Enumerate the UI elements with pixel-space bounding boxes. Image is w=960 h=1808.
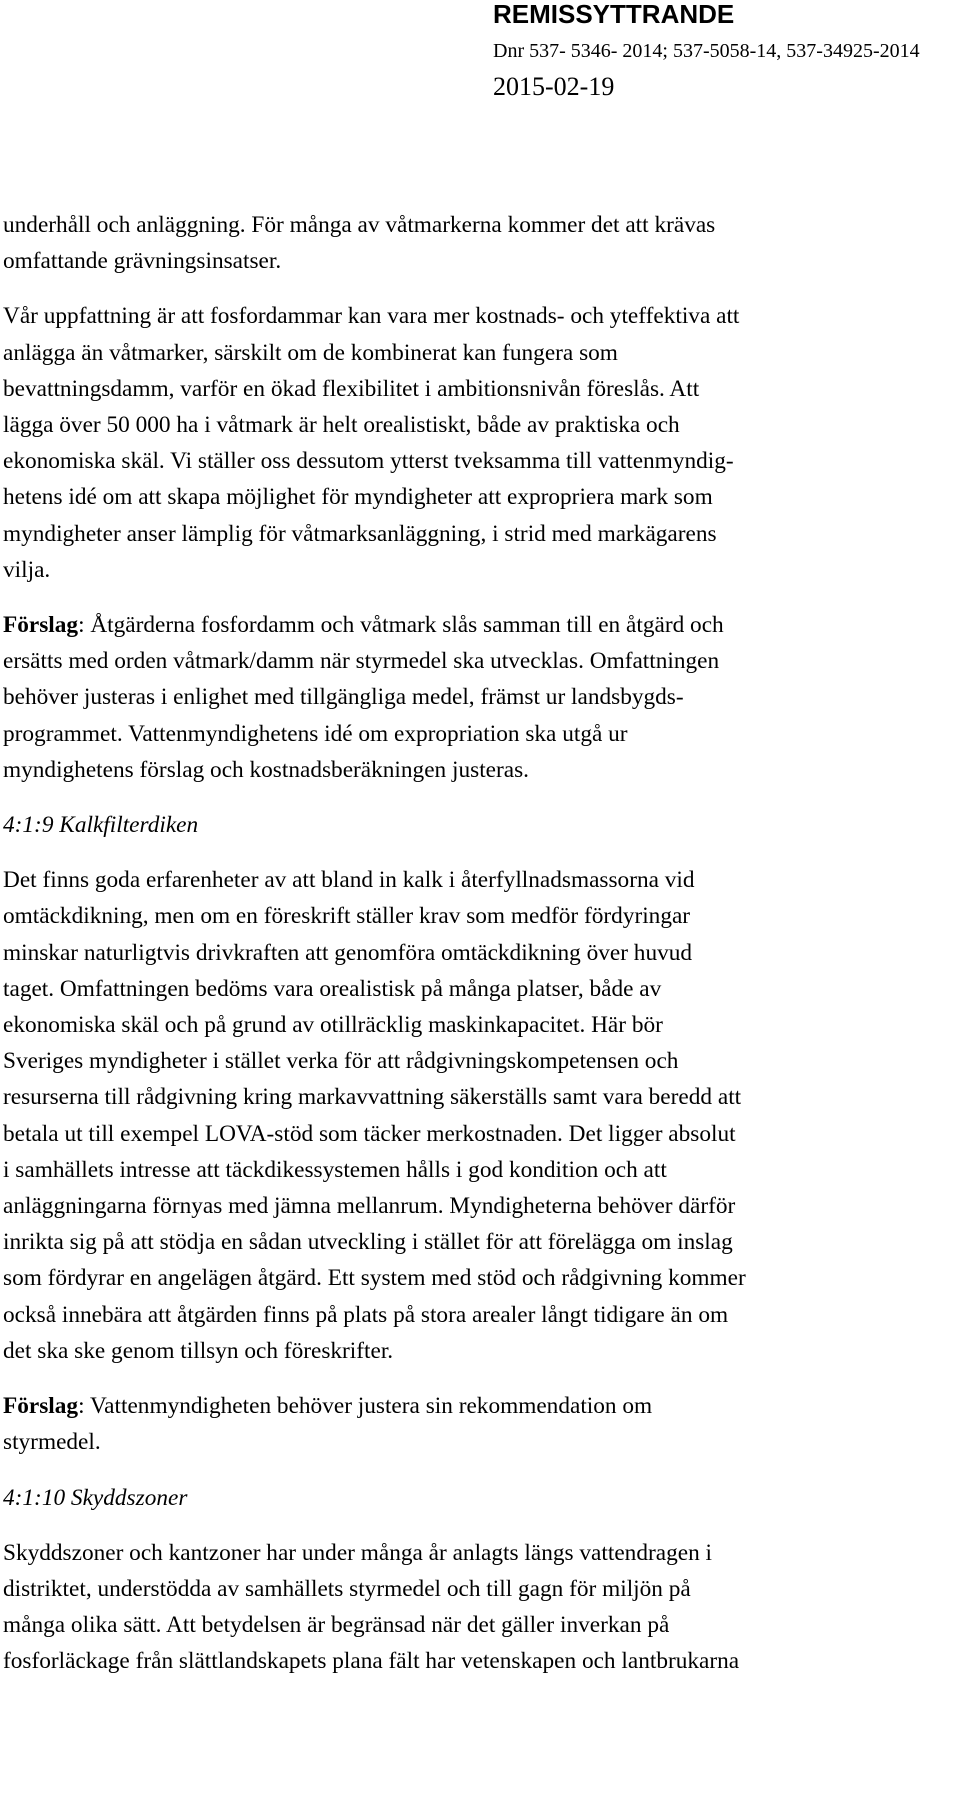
- text-line: [3, 607, 951, 643]
- text-line: programmet. Vattenmyndighetens idé om expropriation ska utgå ur: [3, 720, 628, 747]
- text-line: anläggningarna förnyas med jämna mellanrum. Myndigheterna behöver därför: [3, 1193, 736, 1220]
- paragraph-gap: [3, 1461, 951, 1480]
- proposal-label: Förslag: [3, 612, 79, 639]
- text-line: ekonomiska skäl och på grund av otillräcklig maskinkapacitet. Här bör: [3, 1012, 663, 1039]
- paragraph-proposal-wetland: [3, 607, 951, 788]
- document-date: 2015-02-19: [493, 72, 615, 101]
- heading-text: 4:1:9 Kalkfilterdiken: [3, 812, 199, 839]
- text-line: betala ut till exempel LOVA-stöd som täcker merkostnaden. Det ligger absolut: [3, 1120, 736, 1147]
- text-line: inrikta sig på att stödja en sådan utveckling i stället för att förelägga om inslag: [3, 1229, 733, 1256]
- text-line: i samhällets intresse att täckdikessystemen hålls i god kondition och att: [3, 1156, 667, 1183]
- text-line: det ska ske genom tillsyn och föreskrifter.: [3, 1337, 394, 1364]
- text-line: vilja.: [3, 556, 51, 583]
- text-line: omfattande grävningsinsatser.: [3, 248, 282, 275]
- document-body: [3, 207, 951, 1680]
- text-line: lägga över 50 000 ha i våtmark är helt orealistiskt, både av praktiska och: [3, 412, 680, 439]
- text-line: behöver justeras i enlighet med tillgängliga medel, främst ur landsbygds-: [3, 684, 684, 711]
- section-heading-kalkfilterdiken: [3, 807, 951, 843]
- paragraph-maintenance: [3, 207, 951, 279]
- text-line: Det finns goda erfarenheter av att bland in kalk i återfyllnadsmassorna vid: [3, 867, 695, 894]
- paragraph-gap: [3, 788, 951, 807]
- text-line: ersätts med orden våtmark/damm när styrmedel ska utvecklas. Omfattningen: [3, 648, 720, 675]
- reference-number: Dnr 537- 5346- 2014; 537-5058-14, 537-34925-2014: [493, 40, 920, 62]
- text-line: Vår uppfattning är att fosfordammar kan vara mer kostnads- och yteffektiva att: [3, 303, 740, 330]
- text-line: myndigheter anser lämplig för våtmarksanläggning, i strid med markägarens: [3, 520, 717, 547]
- text-line: underhåll och anläggning. För många av våtmarkerna kommer det att krävas: [3, 212, 716, 238]
- paragraph-proposal-policy: [3, 1388, 951, 1460]
- paragraph-gap: [3, 279, 951, 298]
- text-line: taget. Omfattningen bedöms vara orealistisk på många platser, både av: [3, 975, 662, 1002]
- text-line: Sveriges myndigheter i stället verka för att rådgivningskompetensen och: [3, 1048, 679, 1075]
- document-header: [493, 0, 953, 102]
- heading-text: 4:1:10 Skyddszoner: [3, 1484, 188, 1511]
- section-heading-skyddszoner: [3, 1480, 951, 1516]
- text-line: omtäckdikning, men om en föreskrift ställer krav som medför fördyringar: [3, 903, 691, 930]
- text-line: [3, 1388, 951, 1424]
- paragraph-buffer-zones: [3, 1535, 951, 1680]
- document-type-title: REMISSYTTRANDE: [493, 0, 735, 29]
- proposal-text: : Vattenmyndigheten behöver justera sin rekommendation om: [78, 1393, 653, 1420]
- paragraph-gap: [3, 1516, 951, 1535]
- text-line: ekonomiska skäl. Vi ställer oss dessutom ytterst tveksamma till vattenmyndig-: [3, 448, 734, 475]
- proposal-text: : Åtgärderna fosfordamm och våtmark slås samman till en åtgärd och: [78, 612, 724, 639]
- paragraph-phosphorus-ponds: [3, 298, 951, 588]
- text-line: Skyddszoner och kantzoner har under många år anlagts längs vattendragen i: [3, 1539, 713, 1566]
- proposal-label: Förslag: [3, 1393, 79, 1420]
- text-line: anlägga än våtmarker, särskilt om de kombinerat kan fungera som: [3, 339, 618, 366]
- text-line: som fördyrar en angelägen åtgärd. Ett system med stöd och rådgivning kommer: [3, 1265, 746, 1292]
- text-line: hetens idé om att skapa möjlighet för myndigheter att expropriera mark som: [3, 484, 713, 511]
- text-line: myndighetens förslag och kostnadsberäkningen justeras.: [3, 756, 529, 783]
- text-line: distriktet, understödda av samhällets styrmedel och till gagn för miljön på: [3, 1575, 691, 1602]
- paragraph-gap: [3, 588, 951, 607]
- paragraph-lime-filter: [3, 862, 951, 1369]
- text-line: också innebära att åtgärden finns på plats på stora arealer långt tidigare än om: [3, 1301, 729, 1328]
- text-line: många olika sätt. Att betydelsen är begränsad när det gäller inverkan på: [3, 1612, 670, 1639]
- text-line: bevattningsdamm, varför en ökad flexibilitet i ambitionsnivån föreslås. Att: [3, 375, 700, 402]
- text-line: resurserna till rådgivning kring markavvattning säkerställs samt vara beredd att: [3, 1084, 742, 1111]
- text-line: fosforläckage från slättlandskapets plana fält har vetenskapen och lantbrukarna: [3, 1648, 740, 1675]
- paragraph-gap: [3, 843, 951, 862]
- text-line: minskar naturligtvis drivkraften att genomföra omtäckdikning över huvud: [3, 939, 693, 966]
- text-line: styrmedel.: [3, 1429, 101, 1456]
- paragraph-gap: [3, 1369, 951, 1388]
